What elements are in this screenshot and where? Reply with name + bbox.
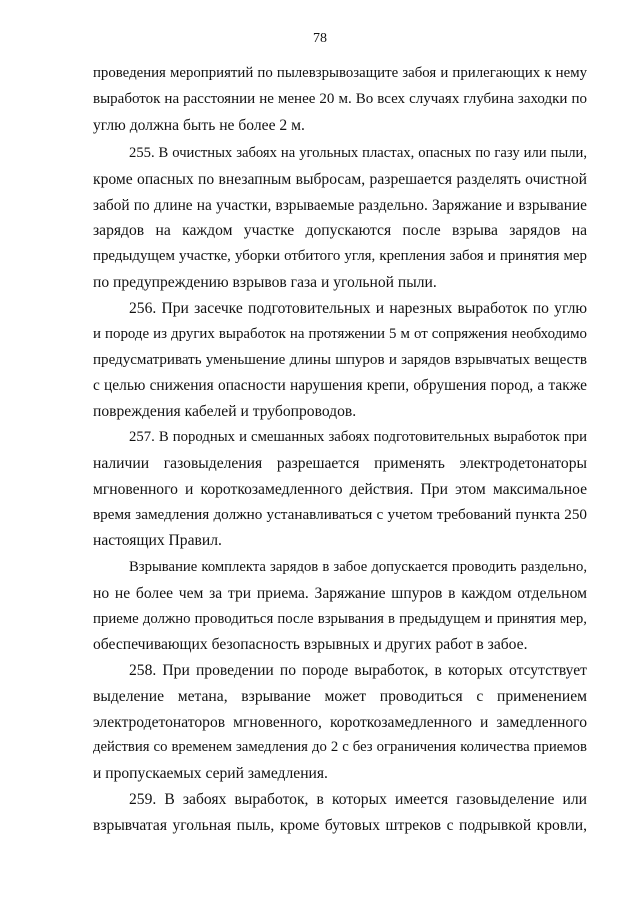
paragraph-item-259 <box>93 787 587 839</box>
text-line: зарядов на каждом участке допускаются после взрыва зарядов на <box>93 222 587 240</box>
text-line: 258. При проведении по породе выработок, в которых отсутствует <box>129 662 587 679</box>
paragraph-item-257 <box>93 425 587 554</box>
text-line: проведения мероприятий по пылевзрывозащите забоя и прилегающих к нему <box>93 65 587 81</box>
text-line: приеме должно проводиться после взрывания в предыдущем и принятия мер, <box>93 610 587 627</box>
text-line: 255. В очистных забоях на угольных пластах, опасных по газу или пыли, <box>129 145 587 161</box>
text-line: повреждения кабелей и трубопроводов. <box>93 403 357 421</box>
text-line: обеспечивающих безопасность взрывных и других работ в забое. <box>93 636 528 654</box>
text-line: выработок на расстоянии не менее 20 м. Во всех случаях глубина заходки по <box>93 90 587 107</box>
paragraph-continuation <box>93 61 587 138</box>
paragraph-item-256 <box>93 296 587 425</box>
text-line: но не более чем за три приема. Заряжание шпуров в каждом отдельном <box>93 584 587 602</box>
text-line: настоящих Правил. <box>93 532 222 550</box>
paragraph-item-255 <box>93 141 587 296</box>
text-line: с целью снижения опасности нарушения крепи, обрушения пород, а также <box>93 377 587 395</box>
text-line: кроме опасных по внезапным выбросам, разрешается разделять очистной <box>93 170 587 188</box>
text-line: действия со временем замедления до 2 с без ограничения количества приемов <box>93 739 587 756</box>
page-number: 78 <box>313 31 327 46</box>
text-line: 257. В породных и смешанных забоях подготовительных выработок при <box>129 429 587 445</box>
paragraph-item-258 <box>93 658 587 787</box>
text-line: взрывчатая угольная пыль, кроме бутовых штреков с подрывкой кровли, <box>93 816 587 834</box>
text-line: по предупреждению взрывов газа и угольной пыли. <box>93 273 437 291</box>
text-line: Взрывание комплекта зарядов в забое допускается проводить раздельно, <box>129 559 587 575</box>
text-line: забой по длине на участки, взрываемые раздельно. Заряжание и взрывание <box>93 196 587 214</box>
paragraph-blasting-sequence <box>93 555 587 658</box>
text-line: 256. При засечке подготовительных и нарезных выработок по углю <box>129 300 587 317</box>
text-line: и породе из других выработок на протяжении 5 м от сопряжения необходимо <box>93 325 587 342</box>
text-line: наличии газовыделения разрешается применять электродетонаторы <box>93 454 587 472</box>
text-line: время замедления должно устанавливаться с учетом требований пункта 250 <box>93 506 587 524</box>
text-line: выделение метана, взрывание может проводиться с применением <box>93 687 587 705</box>
text-line: углю должна быть не более 2 м. <box>93 116 305 134</box>
text-line: предусматривать уменьшение длины шпуров и зарядов взрывчатых веществ <box>93 351 587 368</box>
text-line: 259. В забоях выработок, в которых имеется газовыделение или <box>129 791 587 808</box>
text-line: мгновенного и короткозамедленного действия. При этом максимальное <box>93 480 587 498</box>
text-line: и пропускаемых серий замедления. <box>93 765 328 783</box>
text-line: электродетонаторов мгновенного, короткозамедленного и замедленного <box>93 713 587 731</box>
text-line: предыдущем участке, уборки отбитого угля, крепления забоя и принятия мер <box>93 248 587 265</box>
